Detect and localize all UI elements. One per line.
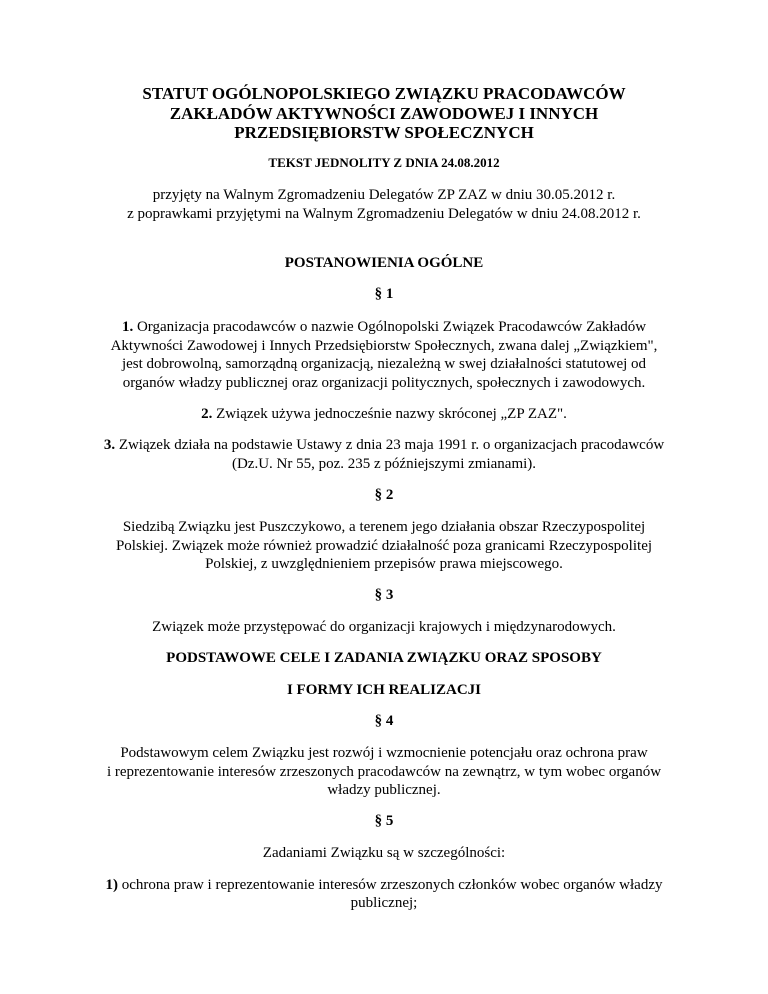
par1-point1-line-3: jest dobrowolną, samorządną organizacją, niezależną w swej działalności statutowej od xyxy=(121,356,647,372)
paragraph-sign-5: § 5 xyxy=(374,813,394,829)
par2-line-1: Siedzibą Związku jest Puszczykowo, a terenem jego działania obszar Rzeczypospolitej xyxy=(122,519,646,535)
par4-line-1: Podstawowym celem Związku jest rozwój i wzmocnienie potencjału oraz ochrona praw xyxy=(120,745,648,761)
section-heading-goals-line-2: I FORMY ICH REALIZACJI xyxy=(286,682,482,698)
section-heading-goals-line-1: PODSTAWOWE CELE I ZADANIA ZWIĄZKU ORAZ SPOSOBY xyxy=(166,650,602,666)
par4-line-2: i reprezentowanie interesów zrzeszonych pracodawców na zewnątrz, w tym wobec organów xyxy=(106,764,662,780)
par1-point2: 2. Związek używa jednocześnie nazwy skróconej „ZP ZAZ". xyxy=(201,406,567,422)
par2-line-2: Polskiej. Związek może również prowadzić działalność poza granicami Rzeczypospolitej xyxy=(115,538,653,554)
par5-intro: Zadaniami Związku są w szczególności: xyxy=(262,845,506,861)
document-title-line-3: PRZEDSIĘBIORSTW SPOŁECZNYCH xyxy=(234,123,534,142)
paragraph-sign-3: § 3 xyxy=(374,587,394,603)
paragraph-sign-2: § 2 xyxy=(374,487,394,503)
paragraph-sign-1: § 1 xyxy=(374,286,394,302)
par5-item1-line-2: publicznej; xyxy=(350,895,418,911)
par5-item1-line-1: 1) ochrona praw i reprezentowanie interesów zrzeszonych członków wobec organów władzy xyxy=(105,877,663,893)
document-title-line-1: STATUT OGÓLNOPOLSKIEGO ZWIĄZKU PRACODAWCÓW xyxy=(142,84,626,103)
paragraph-sign-4: § 4 xyxy=(374,713,394,729)
par1-point1-line-4: organów władzy publicznej oraz organizacji politycznych, społecznych i zawodowych. xyxy=(122,375,646,391)
adoption-line-1: przyjęty na Walnym Zgromadzeniu Delegatów ZP ZAZ w dniu 30.05.2012 r. xyxy=(152,187,616,203)
par1-point1-line-2: Aktywności Zawodowej i Innych Przedsiębiorstw Społecznych, zwana dalej „Związkiem", xyxy=(110,338,658,354)
par1-point3-line-2: (Dz.U. Nr 55, poz. 235 z późniejszymi zmianami). xyxy=(231,456,537,472)
par1-point3-line-1: 3. Związek działa na podstawie Ustawy z dnia 23 maja 1991 r. o organizacjach pracodawców xyxy=(103,437,665,453)
par4-line-3: władzy publicznej. xyxy=(327,782,441,798)
point-number: 2. xyxy=(201,406,213,422)
par3-text: Związek może przystępować do organizacji krajowych i międzynarodowych. xyxy=(152,619,616,635)
item-number: 1) xyxy=(105,877,118,893)
document-title-line-2: ZAKŁADÓW AKTYWNOŚCI ZAWODOWEJ I INNYCH xyxy=(169,104,599,123)
par1-point1-line-1: 1. Organizacja pracodawców o nazwie Ogólnopolski Związek Pracodawców Zakładów xyxy=(121,319,647,335)
par2-line-3: Polskiej, z uwzględnieniem przepisów prawa miejscowego. xyxy=(205,556,563,572)
adoption-line-2: z poprawkami przyjętymi na Walnym Zgromadzeniu Delegatów w dniu 24.08.2012 r. xyxy=(127,206,641,222)
point-number: 3. xyxy=(103,437,116,453)
point-number: 1. xyxy=(121,319,134,335)
section-heading-general: POSTANOWIENIA OGÓLNE xyxy=(284,255,484,271)
document-subtitle: TEKST JEDNOLITY Z DNIA 24.08.2012 xyxy=(268,155,500,170)
